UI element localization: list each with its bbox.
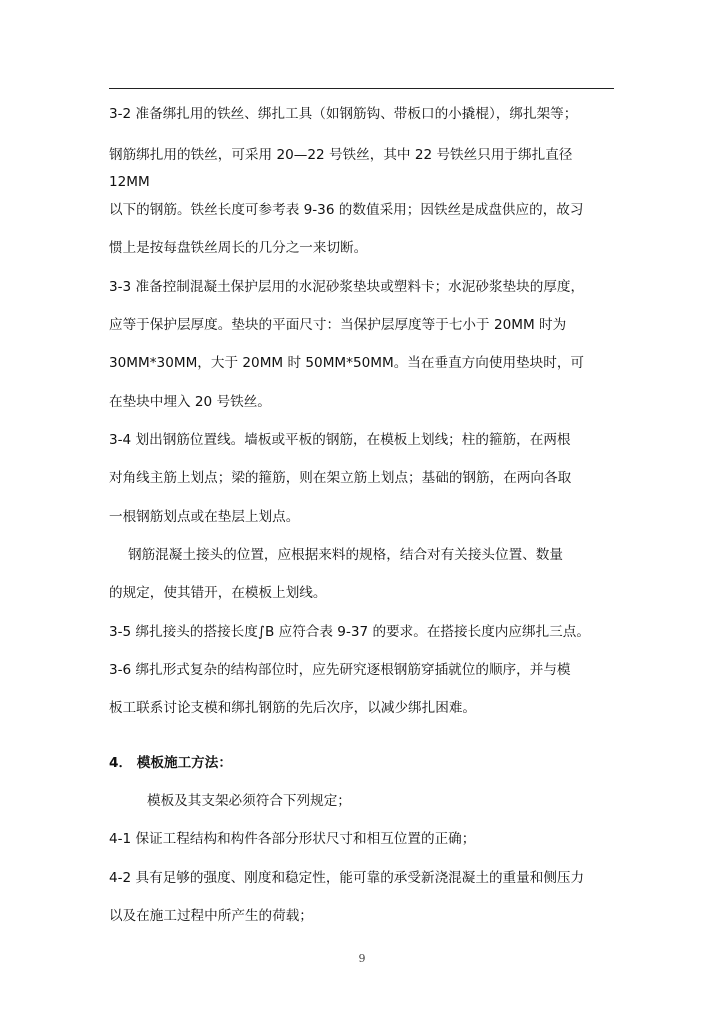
text-line: 3-6 绑扎形式复杂的结构部位时，应先研究逐根钢筋穿插就位的顺序，并与模: [109, 662, 571, 678]
text-line: 以及在施工过程中所产生的荷载；: [109, 908, 313, 924]
text-line: 4-1 保证工程结构和构件各部分形状尺寸和相互位置的正确；: [109, 831, 476, 847]
section-heading: 4． 模板施工方法：: [109, 755, 232, 771]
text-line: 惯上是按每盘铁丝周长的几分之一来切断。: [109, 240, 368, 256]
text-line: 12MM: [109, 174, 150, 190]
text-line: 钢筋绑扎用的铁丝，可采用 20—22 号铁丝，其中 22 号铁丝只用于绑扎直径: [109, 147, 573, 163]
text-line: 对角线主筋上划点；梁的箍筋，则在架立筋上划点；基础的钢筋，在两向各取: [109, 470, 572, 486]
text-line: 4-2 具有足够的强度、刚度和稳定性，能可靠的承受新浇混凝土的重量和侧压力: [109, 870, 585, 886]
text-line: 3-2 准备绑扎用的铁丝、绑扎工具（如钢筋钩、带板口的小撬棍），绑扎架等；: [109, 106, 578, 122]
header-rule: [109, 88, 614, 89]
text-line: 以下的钢筋。铁丝长度可参考表 9-36 的数值采用；因铁丝是成盘供应的，故习: [109, 202, 584, 218]
text-line: 应等于保护层厚度。垫块的平面尺寸：当保护层厚度等于七小于 20MM 时为: [109, 317, 567, 333]
text-line: 3-5 绑扎接头的搭接长度∫B 应符合表 9-37 的要求。在搭接长度内应绑扎三点。: [109, 624, 590, 640]
text-line: 模板及其支架必须符合下列规定；: [147, 793, 351, 809]
text-line: 板工联系讨论支模和绑扎钢筋的先后次序，以减少绑扎困难。: [109, 700, 477, 716]
page-number: 9: [358, 952, 366, 965]
text-line: 钢筋混凝土接头的位置，应根据来料的规格，结合对有关接头位置、数量: [128, 547, 563, 563]
text-line: 一根钢筋划点或在垫层上划点。: [109, 509, 300, 525]
text-line: 30MM*30MM，大于 20MM 时 50MM*50MM。当在垂直方向使用垫块时，可: [109, 355, 585, 371]
text-line: 在垫块中埋入 20 号铁丝。: [109, 394, 271, 410]
text-line: 的规定，使其错开，在模板上划线。: [109, 585, 327, 601]
text-line: 3-4 划出钢筋位置线。墙板或平板的钢筋，在模板上划线；柱的箍筋，在两根: [109, 432, 571, 448]
text-line: 3-3 准备控制混凝土保护层用的水泥砂浆垫块或塑料卡；水泥砂浆垫块的厚度，: [109, 279, 585, 295]
